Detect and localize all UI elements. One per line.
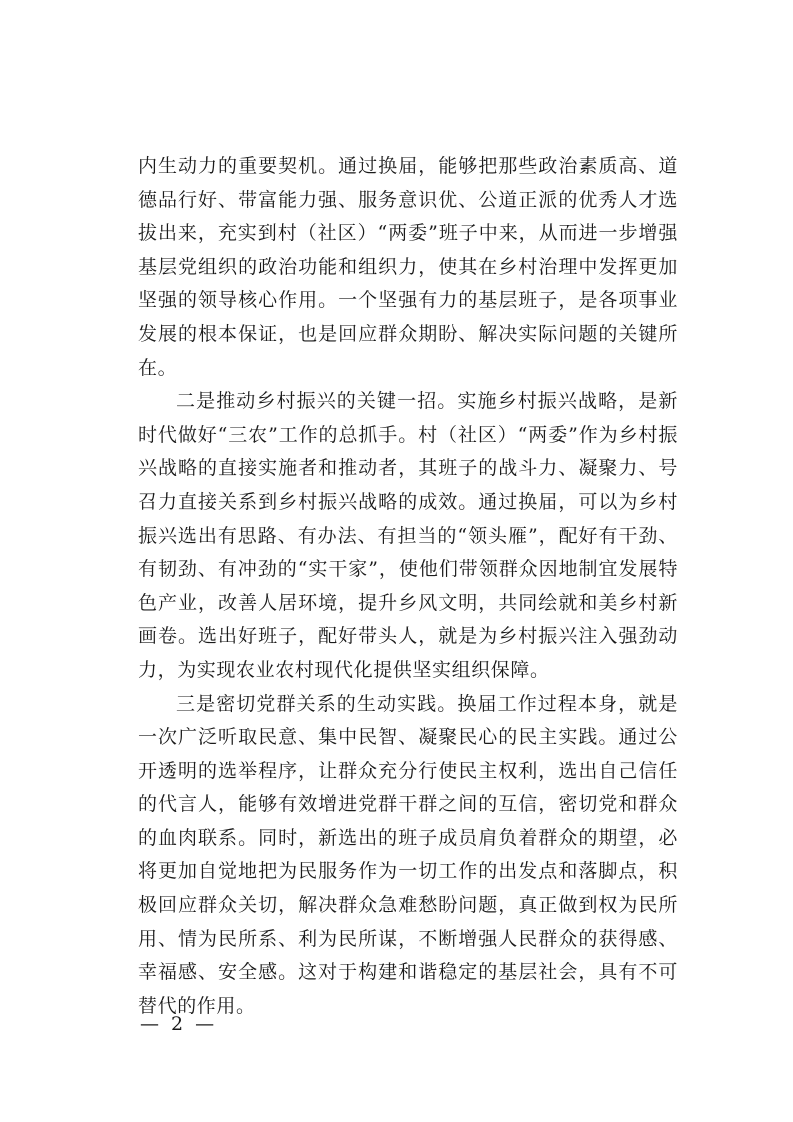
body-text xyxy=(138,150,678,1023)
paragraph-continuation: 内生动力的重要契机。通过换届，能够把那些政治素质高、道德品行好、带富能力强、服务意识优、公道正派的优秀人才选拔出来，充实到村（社区）“两委”班子中来，从而进一步增强基层党组织的政治功能和组织力，使其在乡村治理中发挥更加坚强的领导核心作用。一个坚强有力的基层班子，是各项事业发展的根本保证，也是回应群众期盼、解决实际问题的关键所在。 xyxy=(138,155,678,379)
paragraph-rural-revitalization: 二是推动乡村振兴的关键一招。实施乡村振兴战略，是新时代做好“三农”工作的总抓手。村（社区）“两委”作为乡村振兴战略的直接实施者和推动者，其班子的战斗力、凝聚力、号召力直接关系到乡村振兴战略的成效。通过换届，可以为乡村振兴选出有思路、有办法、有担当的“领头雁”，配好有干劲、有韧劲、有冲劲的“实干家”，使他们带领群众因地制宜发展特色产业，改善人居环境，提升乡风文明，共同绘就和美乡村新画卷。选出好班子，配好带头人，就是为乡村振兴注入强劲动力，为实现农业农村现代化提供坚实组织保障。 xyxy=(138,390,678,681)
paragraph-party-mass-relations: 三是密切党群关系的生动实践。换届工作过程本身，就是一次广泛听取民意、集中民智、凝聚民心的民主实践。通过公开透明的选举程序，让群众充分行使民主权利，选出自己信任的代言人，能够有效增进党群干群之间的互信，密切党和群众的血肉联系。同时，新选出的班子成员肩负着群众的期望，必将更加自觉地把为民服务作为一切工作的出发点和落脚点，积极回应群众关切，解决群众急难愁盼问题，真正做到权为民所用、情为民所系、利为民所谋，不断增强人民群众的获得感、幸福感、安全感。这对于构建和谐稳定的基层社会，具有不可替代的作用。 xyxy=(138,692,678,1017)
page-number: — 2 — xyxy=(140,1013,218,1035)
